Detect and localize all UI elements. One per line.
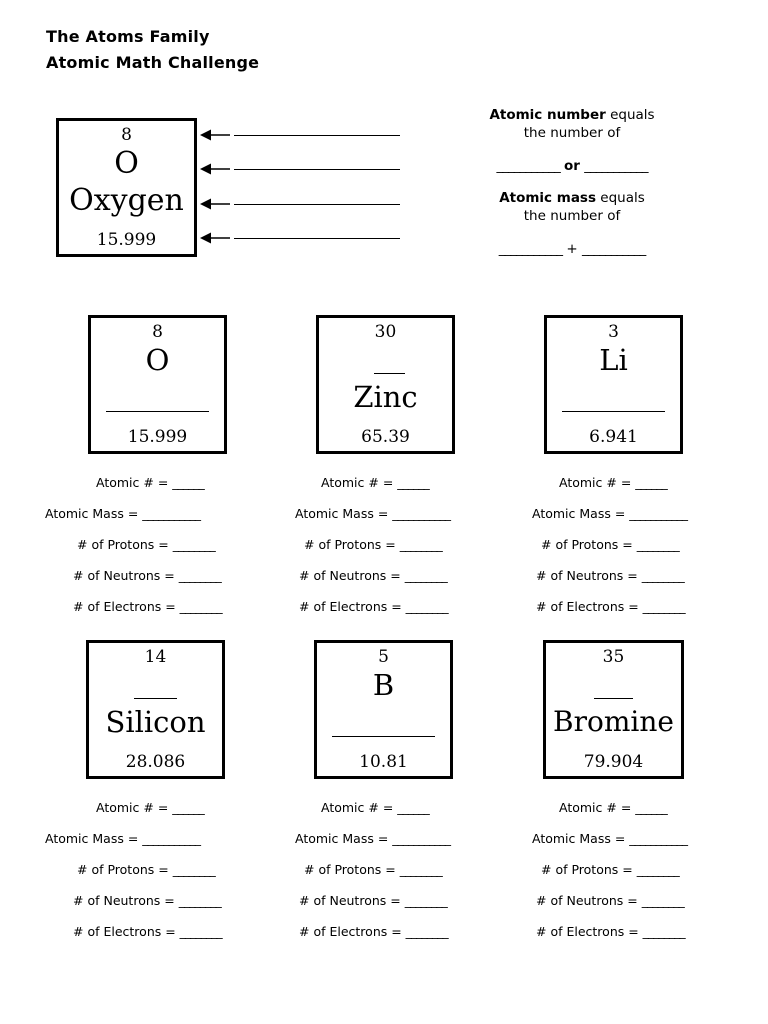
key-symbol: O [114, 146, 139, 181]
arrow-left-icon [199, 128, 231, 142]
atomic-number-field[interactable]: Atomic # = ______ [321, 475, 429, 490]
arrow-left-icon [199, 162, 231, 176]
protons-field[interactable]: # of Protons = ________ [541, 537, 679, 552]
element-symbol-blank[interactable] [594, 698, 633, 699]
element-symbol: O [145, 343, 170, 377]
atomic-mass: 65.39 [361, 427, 410, 447]
protons-field[interactable]: # of Protons = ________ [77, 862, 215, 877]
atomic-number-field[interactable]: Atomic # = ______ [559, 475, 667, 490]
protons-field[interactable]: # of Protons = ________ [541, 862, 679, 877]
element-symbol-blank[interactable] [134, 698, 177, 699]
protons-field[interactable]: # of Protons = ________ [77, 537, 215, 552]
key-element-card [56, 118, 197, 257]
neutrons-field[interactable]: # of Neutrons = ________ [299, 568, 447, 583]
atomic-number: 35 [602, 647, 625, 667]
key-atomic-number: 8 [121, 125, 132, 145]
atomic-number-field[interactable]: Atomic # = ______ [96, 800, 204, 815]
element-name: Bromine [553, 705, 674, 738]
atomic-number: 30 [374, 322, 397, 342]
electrons-field[interactable]: # of Electrons = ________ [299, 924, 448, 939]
atomic-number: 5 [378, 647, 389, 667]
electrons-field[interactable]: # of Electrons = ________ [536, 924, 685, 939]
atomic-mass: 79.904 [583, 752, 644, 772]
atomic-number: 8 [152, 322, 163, 342]
element-card [88, 315, 227, 454]
atomic-mass-field[interactable]: Atomic Mass = ___________ [295, 831, 451, 846]
element-name-blank[interactable] [332, 736, 435, 737]
element-card [314, 640, 453, 779]
atomic-number-blanks[interactable]: ___________ or ___________ [496, 158, 648, 174]
atomic-mass: 6.941 [589, 427, 638, 447]
key-name: Oxygen [69, 183, 184, 218]
element-name-blank[interactable] [106, 411, 209, 412]
answer-line-name[interactable] [234, 204, 400, 205]
atomic-mass-field[interactable]: Atomic Mass = ___________ [532, 831, 688, 846]
atomic-mass-field[interactable]: Atomic Mass = ___________ [45, 831, 201, 846]
atomic-mass-field[interactable]: Atomic Mass = ___________ [45, 506, 201, 521]
neutrons-field[interactable]: # of Neutrons = ________ [73, 893, 221, 908]
element-card [543, 640, 684, 779]
atomic-number-field[interactable]: Atomic # = ______ [559, 800, 667, 815]
electrons-field[interactable]: # of Electrons = ________ [73, 924, 222, 939]
atomic-number-definition: Atomic number equals the number of [489, 107, 655, 141]
answer-line-mass[interactable] [234, 238, 400, 239]
element-name: Zinc [353, 380, 418, 414]
key-mass: 15.999 [96, 230, 157, 250]
atomic-number: 14 [144, 647, 167, 667]
atomic-mass: 10.81 [359, 752, 408, 772]
worksheet-title: The Atoms Family [46, 27, 210, 46]
atomic-mass-definition: Atomic mass equals the number of [499, 190, 645, 224]
atomic-mass: 28.086 [125, 752, 186, 772]
arrow-left-icon [199, 231, 231, 245]
protons-field[interactable]: # of Protons = ________ [304, 862, 442, 877]
atomic-number: 3 [608, 322, 619, 342]
electrons-field[interactable]: # of Electrons = ________ [299, 599, 448, 614]
element-card [316, 315, 455, 454]
answer-line-symbol[interactable] [234, 169, 400, 170]
worksheet-subtitle: Atomic Math Challenge [46, 53, 260, 72]
electrons-field[interactable]: # of Electrons = ________ [536, 599, 685, 614]
element-symbol-blank[interactable] [374, 373, 405, 374]
element-card [86, 640, 225, 779]
protons-field[interactable]: # of Protons = ________ [304, 537, 442, 552]
arrow-left-icon [199, 197, 231, 211]
atomic-mass-field[interactable]: Atomic Mass = ___________ [532, 506, 688, 521]
electrons-field[interactable]: # of Electrons = ________ [73, 599, 222, 614]
element-name: Silicon [105, 705, 206, 739]
neutrons-field[interactable]: # of Neutrons = ________ [536, 568, 684, 583]
atomic-mass-blanks[interactable]: ___________ + ___________ [498, 241, 646, 257]
neutrons-field[interactable]: # of Neutrons = ________ [299, 893, 447, 908]
atomic-number-field[interactable]: Atomic # = ______ [96, 475, 204, 490]
element-symbol: B [372, 668, 395, 702]
atomic-mass: 15.999 [127, 427, 188, 447]
element-symbol: Li [599, 343, 628, 377]
element-card [544, 315, 683, 454]
neutrons-field[interactable]: # of Neutrons = ________ [536, 893, 684, 908]
neutrons-field[interactable]: # of Neutrons = ________ [73, 568, 221, 583]
element-name-blank[interactable] [562, 411, 665, 412]
atomic-number-field[interactable]: Atomic # = ______ [321, 800, 429, 815]
answer-line-number[interactable] [234, 135, 400, 136]
atomic-mass-field[interactable]: Atomic Mass = ___________ [295, 506, 451, 521]
